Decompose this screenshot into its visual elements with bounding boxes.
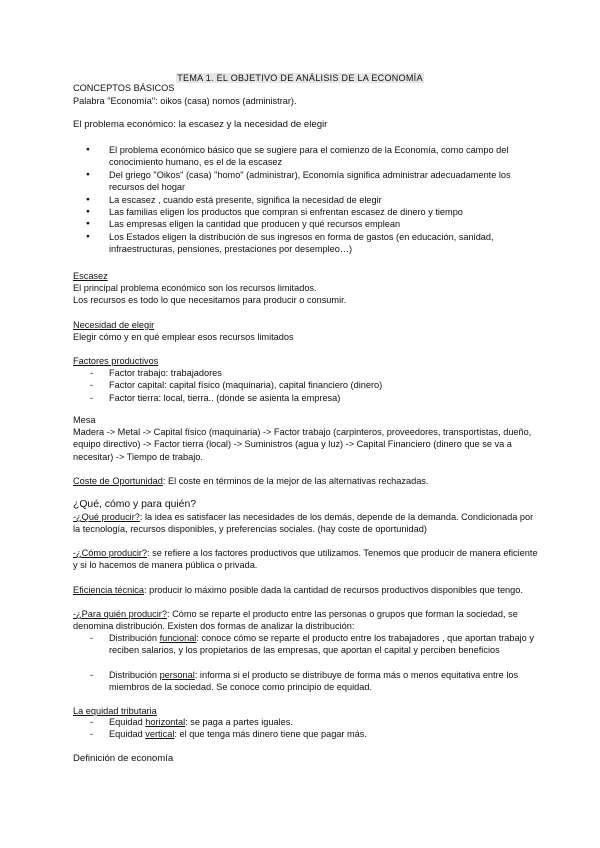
list-item	[73, 669, 540, 694]
factores-heading: Factores productivos	[73, 356, 159, 366]
equidad-list	[73, 716, 540, 741]
list-item: ● Las familias eligen los productos que compran si enfrentan escasez de dinero y tiempo	[73, 206, 540, 218]
list-item: - Factor capital: capital físico (maquinaria), capital financiero (dinero)	[73, 379, 540, 391]
item-prefix: Equidad	[109, 729, 146, 740]
que-paragraph	[73, 511, 540, 536]
distribucion-list	[73, 632, 540, 657]
list-item: ● Del griego "Oikos" (casa) "homo" (administrar), Economía significa administrar adecuadamente los recursos del hogar	[73, 169, 540, 194]
conceptos-heading: CONCEPTOS BÁSICOS	[73, 83, 175, 93]
coste-term: Coste de Oportunidad	[73, 476, 163, 486]
eficiencia-paragraph	[73, 584, 540, 596]
factores-list	[73, 367, 540, 404]
como-term: -¿Cómo producir?	[73, 548, 148, 558]
list-item: - Factor tierra: local, tierra.. (donde se asienta la empresa)	[73, 392, 540, 404]
conceptos-line: Palabra "Economía": oikos (casa) nomos (administrar).	[73, 96, 297, 106]
coste-text: : El coste en términos de la mejor de las alternativas rechazadas.	[162, 476, 429, 486]
escasez-line-1: El principal problema económico son los recursos limitados.	[73, 283, 317, 293]
list-item: - Factor trabajo: trabajadores	[73, 367, 540, 379]
title-text: TEMA 1. EL OBJETIVO DE ANÁLISIS DE LA ECONOMÍA	[177, 73, 423, 83]
paraquien-text: : Cómo se reparte el producto entre las personas o grupos que forman la sociedad, se denomina distribución. Existen dos formas de analizar la distribución:	[73, 609, 518, 632]
equidad-heading: La equidad tributaria	[73, 706, 157, 716]
paraquien-term: -¿Para quién producir?	[73, 609, 167, 619]
item-prefix: Distribución	[109, 670, 160, 680]
item-text: : el que tenga más dinero tiene que pagar más.	[174, 729, 367, 740]
item-prefix: Distribución	[109, 633, 160, 643]
coste-paragraph	[73, 475, 540, 487]
eficiencia-term: Eficiencia técnica	[73, 585, 144, 595]
list-item: ● Las empresas eligen la cantidad que producen y qué recursos emplean	[73, 218, 540, 230]
mesa-heading: Mesa	[73, 415, 96, 425]
eficiencia-text: : producir lo máximo posible dada la cantidad de recursos productivos disponibles que tengo.	[143, 585, 523, 595]
list-item	[73, 632, 540, 657]
que-text: : la idea es satisfacer las necesidades de los demás, depende de la demanda. Condicionada por la tecnología, recursos disponibles, y preferencias sociales. (hay coste de oportunidad)	[73, 512, 534, 535]
item-term: funcional	[159, 633, 197, 643]
list-item	[73, 716, 540, 728]
que-term: -¿Qué producir?	[73, 512, 140, 522]
que-heading: ¿Qué, cómo y para quién?	[73, 499, 197, 510]
mesa-text: Madera -> Metal -> Capital físico (maquinaria) -> Factor trabajo (carpinteros, proveedores, transportistas, dueño, equipo directivo) -> Factor tierra (local) -> Suministros (agua y luz) -> Capital Financiero (dinero que se va a necesitar) -> Tiempo de trabajo.	[73, 427, 532, 462]
list-item	[73, 728, 540, 740]
escasez-line-2: Los recursos es todo lo que necesitamos para producir o consumir.	[73, 295, 347, 305]
item-term: personal	[159, 670, 195, 680]
item-term: horizontal	[145, 717, 186, 727]
problema-heading: El problema económico: la escasez y la necesidad de elegir	[73, 119, 328, 130]
item-text: : informa si el producto se distribuye de forma más o menos equitativa entre los miembros de la sociedad. Se conoce como principio de equidad.	[109, 670, 519, 693]
distribucion-list-2	[73, 669, 540, 694]
item-term: vertical	[145, 729, 175, 740]
item-text: : se paga a partes iguales.	[185, 717, 293, 727]
list-item: ● Los Estados eligen la distribución de sus ingresos en forma de gastos (en educación, sanidad, infraestructuras, pensiones, prestaciones por desempleo…)	[73, 231, 540, 256]
item-prefix: Equidad	[109, 717, 146, 727]
como-text: : se refiere a los factores productivos que utilizamos. Tenemos que producir de manera eficiente y si lo hacemos de manera pública o privada.	[73, 548, 538, 571]
definicion-heading: Definición de economía	[73, 753, 174, 764]
necesidad-line: Elegir cómo y en qué emplear esos recursos limitados	[73, 332, 294, 342]
paraquien-paragraph	[73, 608, 540, 633]
list-item: ● La escasez , cuando está presente, significa la necesidad de elegir	[73, 194, 540, 206]
necesidad-heading: Necesidad de elegir	[73, 320, 155, 330]
list-item: ● El problema económico básico que se sugiere para el comienzo de la Economía, como campo del conocimiento humano, es el de la escasez	[73, 144, 540, 169]
escasez-heading: Escasez	[73, 271, 108, 281]
como-paragraph	[73, 547, 540, 572]
problema-bullet-list	[73, 144, 540, 256]
item-text: : conoce cómo se reparte el producto entre los trabajadores , que aportan trabajo y reciben salarios, y los propietarios de las empresas, que aportan el capital y perciben beneficios	[109, 633, 534, 656]
